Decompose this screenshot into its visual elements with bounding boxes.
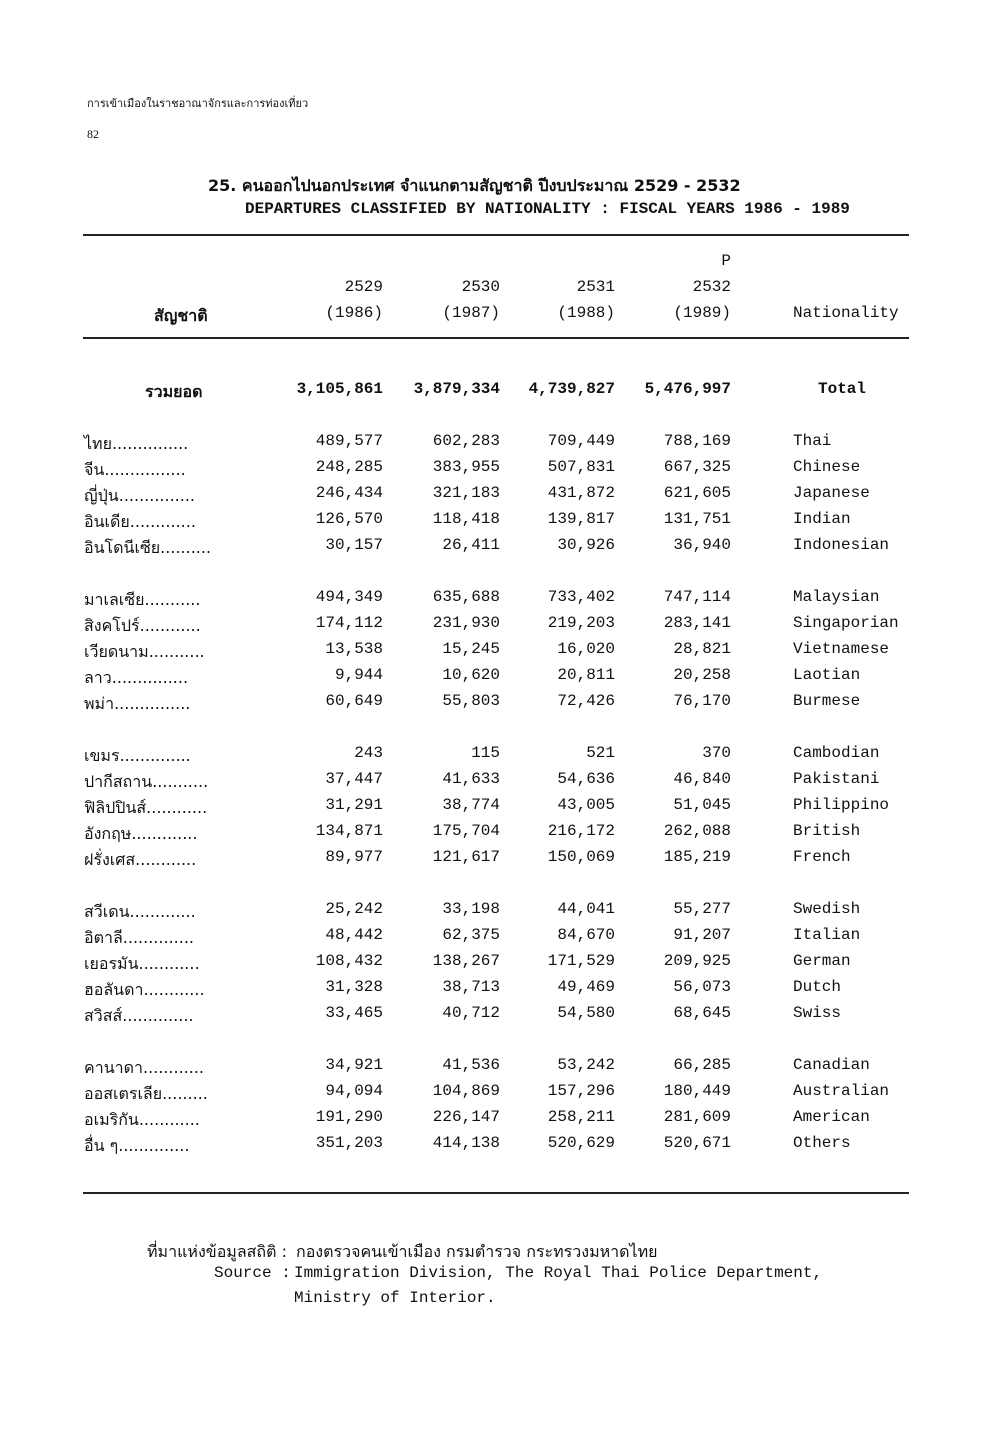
departure-count: 262,088 xyxy=(663,822,731,840)
nationality-english: Indonesian xyxy=(793,536,890,554)
nationality-thai: อเมริกัน............ xyxy=(84,1110,200,1129)
departure-count: 521 xyxy=(586,744,615,762)
total-label-english: Total xyxy=(818,380,867,398)
nationality-thai: อินเดีย............. xyxy=(84,512,196,531)
departure-count: 55,803 xyxy=(442,692,500,710)
departure-count: 33,465 xyxy=(325,1004,383,1022)
departure-count: 55,277 xyxy=(673,900,731,918)
departure-count: 41,633 xyxy=(442,770,500,788)
departure-count: 180,449 xyxy=(663,1082,731,1100)
departure-count: 134,871 xyxy=(315,822,383,840)
departure-count: 60,649 xyxy=(325,692,383,710)
departure-count: 48,442 xyxy=(325,926,383,944)
nationality-thai: พม่า............... xyxy=(84,694,191,713)
total-value: 3,105,861 xyxy=(296,380,383,398)
nationality-english: British xyxy=(793,822,861,840)
nationality-thai: สวิสส์.............. xyxy=(84,1006,194,1025)
departure-count: 46,840 xyxy=(673,770,731,788)
departure-count: 219,203 xyxy=(547,614,615,632)
page-number: 82 xyxy=(87,127,99,141)
nationality-thai: ญี่ปุ่น............... xyxy=(84,486,196,505)
departure-count: 40,712 xyxy=(442,1004,500,1022)
source-label-english: Source : xyxy=(214,1264,291,1282)
nationality-thai: ลาว............... xyxy=(84,668,189,687)
nationality-thai: ออสเตรเลีย......... xyxy=(84,1084,208,1103)
departure-count: 89,977 xyxy=(325,848,383,866)
nationality-thai: อินโดนีเซีย.......... xyxy=(84,538,212,557)
nationality-thai: เวียดนาม........... xyxy=(84,642,205,661)
nationality-english: German xyxy=(793,952,851,970)
departure-count: 248,285 xyxy=(315,458,383,476)
nationality-english: Japanese xyxy=(793,484,870,502)
year-english-header: (1987) xyxy=(442,304,500,322)
table-title-thai: 25. คนออกไปนอกประเทศ จำแนกตามสัญชาติ ปีงบประมาณ 2529 - 2532 xyxy=(208,176,741,195)
bottom-rule xyxy=(83,1192,909,1194)
year-thai-header: 2530 xyxy=(461,278,500,296)
departure-count: 108,432 xyxy=(315,952,383,970)
departure-count: 20,811 xyxy=(557,666,615,684)
departure-count: 246,434 xyxy=(315,484,383,502)
departure-count: 216,172 xyxy=(547,822,615,840)
departure-count: 520,629 xyxy=(547,1134,615,1152)
table-title-english: DEPARTURES CLASSIFIED BY NATIONALITY : FISCAL YEARS 1986 - 1989 xyxy=(245,200,850,218)
departure-count: 602,283 xyxy=(432,432,500,450)
source-label-thai: ที่มาแห่งข้อมูลสถิติ : xyxy=(147,1242,287,1261)
nationality-english: Chinese xyxy=(793,458,861,476)
departure-count: 28,821 xyxy=(673,640,731,658)
nationality-thai: ปากีสถาน........... xyxy=(84,772,209,791)
departure-count: 118,418 xyxy=(432,510,500,528)
top-rule xyxy=(83,234,909,236)
departure-count: 370 xyxy=(702,744,731,762)
nationality-thai: ฮอลันดา............ xyxy=(84,980,205,999)
departure-count: 15,245 xyxy=(442,640,500,658)
year-thai-header: 2531 xyxy=(576,278,615,296)
departure-count: 30,157 xyxy=(325,536,383,554)
nationality-thai: อังกฤษ............. xyxy=(84,824,198,843)
nationality-thai: สิงคโปร์............ xyxy=(84,616,201,635)
departure-count: 321,183 xyxy=(432,484,500,502)
nationality-thai: มาเลเซีย........... xyxy=(84,590,201,609)
departure-count: 209,925 xyxy=(663,952,731,970)
departure-count: 51,045 xyxy=(673,796,731,814)
departure-count: 226,147 xyxy=(432,1108,500,1126)
departure-count: 30,926 xyxy=(557,536,615,554)
departure-count: 621,605 xyxy=(663,484,731,502)
departure-count: 733,402 xyxy=(547,588,615,606)
nationality-english: Swiss xyxy=(793,1004,842,1022)
nationality-english: Malaysian xyxy=(793,588,880,606)
departure-count: 37,447 xyxy=(325,770,383,788)
departure-count: 9,944 xyxy=(334,666,383,684)
nationality-english: American xyxy=(793,1108,870,1126)
departure-count: 191,290 xyxy=(315,1108,383,1126)
departure-count: 84,670 xyxy=(557,926,615,944)
departure-count: 53,242 xyxy=(557,1056,615,1074)
departure-count: 66,285 xyxy=(673,1056,731,1074)
departure-count: 281,609 xyxy=(663,1108,731,1126)
nationality-thai: สวีเดน............. xyxy=(84,902,196,921)
departure-count: 31,328 xyxy=(325,978,383,996)
departure-count: 36,940 xyxy=(673,536,731,554)
nationality-thai: ฟิลิปปินส์............ xyxy=(84,798,208,817)
departure-count: 175,704 xyxy=(432,822,500,840)
year-thai-header: 2529 xyxy=(344,278,383,296)
departure-count: 76,170 xyxy=(673,692,731,710)
total-value: 4,739,827 xyxy=(528,380,615,398)
departure-count: 258,211 xyxy=(547,1108,615,1126)
departure-count: 174,112 xyxy=(315,614,383,632)
source-line-2: Ministry of Interior. xyxy=(294,1289,496,1307)
departure-count: 139,817 xyxy=(547,510,615,528)
departure-count: 243 xyxy=(354,744,383,762)
header-rule xyxy=(83,337,909,339)
departure-count: 54,636 xyxy=(557,770,615,788)
nationality-thai: จีน................ xyxy=(84,460,186,479)
nationality-english: Cambodian xyxy=(793,744,880,762)
departure-count: 38,774 xyxy=(442,796,500,814)
departure-count: 157,296 xyxy=(547,1082,615,1100)
departure-count: 171,529 xyxy=(547,952,615,970)
year-english-header: (1988) xyxy=(557,304,615,322)
nationality-thai: อื่น ๆ.............. xyxy=(84,1136,190,1155)
departure-count: 150,069 xyxy=(547,848,615,866)
nationality-thai-header: สัญชาติ xyxy=(154,306,208,325)
departure-count: 72,426 xyxy=(557,692,615,710)
nationality-english: Indian xyxy=(793,510,851,528)
year-thai-header: 2532 xyxy=(692,278,731,296)
departure-count: 16,020 xyxy=(557,640,615,658)
source-line-1: Immigration Division, The Royal Thai Police Department, xyxy=(294,1264,823,1282)
total-value: 5,476,997 xyxy=(644,380,731,398)
nationality-english: Burmese xyxy=(793,692,861,710)
departure-count: 507,831 xyxy=(547,458,615,476)
total-label-thai: รวมยอด xyxy=(145,382,203,401)
departure-count: 68,645 xyxy=(673,1004,731,1022)
departure-count: 33,198 xyxy=(442,900,500,918)
departure-count: 54,580 xyxy=(557,1004,615,1022)
nationality-english: Australian xyxy=(793,1082,890,1100)
departure-count: 31,291 xyxy=(325,796,383,814)
departure-count: 56,073 xyxy=(673,978,731,996)
departure-count: 13,538 xyxy=(325,640,383,658)
departure-count: 38,713 xyxy=(442,978,500,996)
departure-count: 635,688 xyxy=(432,588,500,606)
departure-count: 10,620 xyxy=(442,666,500,684)
departure-count: 383,955 xyxy=(432,458,500,476)
departure-count: 747,114 xyxy=(663,588,731,606)
nationality-thai: อิตาลี.............. xyxy=(84,928,194,947)
departure-count: 115 xyxy=(471,744,500,762)
running-head: การเข้าเมืองในราชอาณาจักรและการท่องเที่ยว xyxy=(87,97,309,110)
nationality-english: Pakistani xyxy=(793,770,880,788)
nationality-english: Swedish xyxy=(793,900,861,918)
nationality-thai: ฝรั่งเศส............ xyxy=(84,850,197,869)
year-english-header: (1986) xyxy=(325,304,383,322)
departure-count: 788,169 xyxy=(663,432,731,450)
departure-count: 185,219 xyxy=(663,848,731,866)
departure-count: 94,094 xyxy=(325,1082,383,1100)
departure-count: 126,570 xyxy=(315,510,383,528)
departure-count: 104,869 xyxy=(432,1082,500,1100)
departure-count: 414,138 xyxy=(432,1134,500,1152)
departure-count: 91,207 xyxy=(673,926,731,944)
departure-count: 494,349 xyxy=(315,588,383,606)
departure-count: 41,536 xyxy=(442,1056,500,1074)
nationality-english: Others xyxy=(793,1134,851,1152)
source-text-thai: กองตรวจคนเข้าเมือง กรมตำรวจ กระทรวงมหาดไทย xyxy=(296,1242,658,1261)
departure-count: 431,872 xyxy=(547,484,615,502)
departure-count: 709,449 xyxy=(547,432,615,450)
nationality-english: Singaporian xyxy=(793,614,899,632)
nationality-english: Philippino xyxy=(793,796,890,814)
departure-count: 121,617 xyxy=(432,848,500,866)
nationality-english: Dutch xyxy=(793,978,842,996)
departure-count: 44,041 xyxy=(557,900,615,918)
departure-count: 283,141 xyxy=(663,614,731,632)
nationality-thai: เยอรมัน............ xyxy=(84,954,200,973)
departure-count: 43,005 xyxy=(557,796,615,814)
nationality-english: Italian xyxy=(793,926,861,944)
departure-count: 131,751 xyxy=(663,510,731,528)
departure-count: 25,242 xyxy=(325,900,383,918)
nationality-english: French xyxy=(793,848,851,866)
nationality-thai: คานาดา............ xyxy=(84,1058,205,1077)
departure-count: 20,258 xyxy=(673,666,731,684)
nationality-english: Vietnamese xyxy=(793,640,890,658)
nationality-english-header: Nationality xyxy=(793,304,899,322)
year-english-header: (1989) xyxy=(673,304,731,322)
nationality-thai: ไทย............... xyxy=(84,434,189,453)
departure-count: 667,325 xyxy=(663,458,731,476)
departure-count: 62,375 xyxy=(442,926,500,944)
departure-count: 351,203 xyxy=(315,1134,383,1152)
departure-count: 49,469 xyxy=(557,978,615,996)
departure-count: 489,577 xyxy=(315,432,383,450)
preliminary-mark: P xyxy=(721,252,731,270)
departure-count: 34,921 xyxy=(325,1056,383,1074)
nationality-thai: เขมร.............. xyxy=(84,746,191,765)
nationality-english: Thai xyxy=(793,432,832,450)
total-value: 3,879,334 xyxy=(413,380,500,398)
departure-count: 231,930 xyxy=(432,614,500,632)
nationality-english: Laotian xyxy=(793,666,861,684)
nationality-english: Canadian xyxy=(793,1056,870,1074)
departure-count: 138,267 xyxy=(432,952,500,970)
departure-count: 26,411 xyxy=(442,536,500,554)
departure-count: 520,671 xyxy=(663,1134,731,1152)
